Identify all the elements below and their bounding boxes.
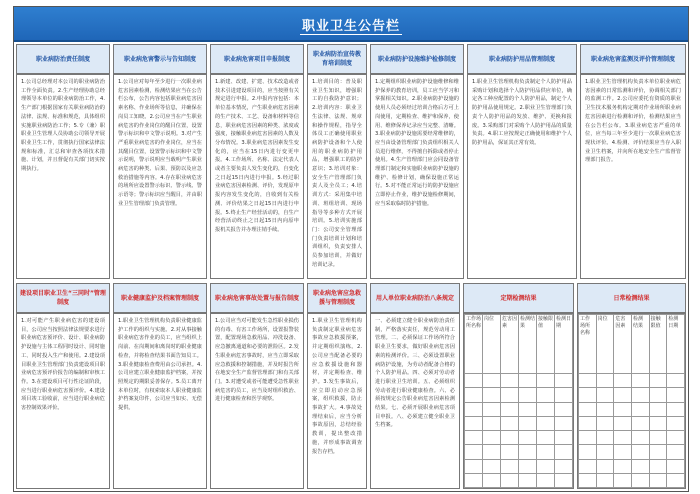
section-header: 用人单位职业病防治八条规定 — [370, 283, 460, 313]
section-text: 1.职业卫生管理机构负责制定个人防护用品采购计划和选择个人防护用品供应单位，确定各工种应配置的个人防护用品，制定个人防护用品使用规定。2.职业卫生管理部门负责个人防护用品的发放、维护、更换和报废。3.采购部门对采购个人防护用品的质量负责。4.职工应按规定正确使用和维护个人防护用品，保证其正常有效。 — [467, 74, 577, 279]
section-text: 1.公司总经理对本公司的职业病防治工作全面负责。2.生产经理协助总经理领导本单位的职业病防治工作，4.生产部门根据国家有关职业病防治的法律、法规、标准和规范，具体组织实施职业病防治工作；5.专（兼）职职业卫生管理人员协助公司领导开展职业卫生工作，贯彻执行国家法律法规和标准，汇总和审查各项技术措施、计划，并且督促有关部门切实按期执行。 — [16, 74, 110, 279]
table-header: 岗位 — [596, 315, 614, 374]
section-text: 1.职业卫生管理机构负责本单位职业病危害因素的日常监测和评价，协调相关部门的监测工作。2.公司应委托有资质的职业卫生技术服务机构定期对作业场所职业病危害因素进行检测和评价，检测结果应当在公告栏公布。3.职业病危害严重的单位，应当每三年至少进行一次职业病危害现状评价。4.检测、评价结果应当存入职业卫生档案，并向所在地安全生产监督管理部门报告。 — [580, 74, 686, 279]
table-row — [465, 388, 573, 402]
periodic-results-table — [463, 313, 574, 489]
section-header: 职业病防护设施维护检修制度 — [370, 44, 464, 74]
section-text: 1.职业卫生管理机构负责职业健康监护工作的组织与实施。2.对从事接触职业病危害作业的员工，应当组织上岗前、在岗期间和离岗时的职业健康检查，并将检查结果书面告知员工。3.职业健康检查费用由公司承担。4.公司应建立职业健康监护档案，并按照规定的期限妥善保存。5.员工离开本单位时，有权索取本人职业健康监护档案复印件，公司应当如实、无偿提供。 — [113, 313, 207, 489]
section-text: 1.对可能产生职业病危害的建设项目，公司应当按照法律法规要求进行职业病危害预评价、设计、职业病防护设施与主体工程同时设计、同时施工、同时投入生产和使用。2.建设项目职业卫生管理部门负责建设项目职业病危害预评价报告的编制和审核工作。3.在建设项目可行性论证阶段，应当进行职业病危害预评价。4.建设项目竣工验收前，应当进行职业病危害控制效果评价。 — [16, 313, 110, 489]
section-header: 职业病防护用品管理制度 — [467, 44, 577, 74]
table-row — [579, 431, 685, 445]
table-row — [465, 473, 573, 487]
section-header: 职业病危害项目申报制度 — [210, 44, 304, 74]
section-text: 1.职业卫生管理机构负责制定职业病危害事故应急救援预案，并定期组织演练。2.公司应当配备必要的应急救援设施和器材，并定期检查、维护。3.发生事故后，应立即启动应急预案，组织救援，防止事故扩大。4.事故处理结束后，应当分析事故原因，总结经验教训，提出整改措施，并形成事故调查报告存档。 — [307, 313, 367, 489]
section-text: 1.定期组织职业病防护设施维修和维护保养的教育培训，员工应当学习和掌握相关知识。2.职业病防护设施的使用人员必须经过培训合格后方可上岗使用，定期检查、维护和保养，使用、维修保养记录应当完整、清晰。3.职业病防护设施需要经常维修的，应当由设备管理部门负责组织相关人员进行维修，不得擅自拆除或者停止使用。4.生产管理部门应会同设备管理部门制定和实施职业病防护设施的维护、检修计划，确保设施正常运行。5.对不能正常运行的防护设施应立即停止作业，维护设施检修期间，应当采取临时防护措施。 — [370, 74, 464, 279]
table-header: 检测日期 — [667, 315, 685, 374]
table-row — [465, 374, 573, 388]
section-header: 职业病危害事故处置与报告制度 — [210, 283, 304, 313]
table-header: 岗位 — [483, 315, 501, 374]
section-header: 职业健康监护及档案管理制度 — [113, 283, 207, 313]
table-header: 接触限值 — [537, 315, 555, 374]
table-header: 工作场所名称 — [579, 315, 597, 374]
section-text: 1.培训目的：普及职业卫生知识，增强职工的自我防护意识；2.培训内容：职业卫生法律、法规、规章和操作规程，指导全体员工正确使用职业病防护设备和个人使用的职业病防护用品，增强职工的防护意识；3.培训对象：安全生产管理部门负责人及全员工；4.培训方式：采用集中培训、班组培训、现场指导等多种方式开展培训。5.培训实施部门：公司安全管理部门负责培训计划和培训组织，负责安排人员参加培训，并做好培训记录。 — [307, 74, 367, 279]
table-header: 工作场所名称 — [465, 315, 483, 374]
section-header: 职业病防治宣传教育培训制度 — [307, 44, 367, 74]
section-header: 职业病防治责任制度 — [16, 44, 110, 74]
table-header: 危害因素 — [614, 315, 632, 374]
section-text: 1.公司应当对可能发生急性职业损伤的有毒、有害工作场所，设置报警装置，配置现场急救用品、冲洗设备、应急撤离通道和必要的泄险区。2.发生职业病危害事故时，应当立即采取应急救援和控制措施，并及时报告所在地安全生产监督管理部门和有关部门。3.对遭受或者可能遭受急性职业病危害的员工，应当及时组织救治、进行健康检查和医学观察。 — [210, 313, 304, 489]
table-header: 检测结果 — [631, 315, 649, 374]
table-row — [579, 459, 685, 473]
section-header: 日常检测结果 — [577, 283, 686, 313]
table-row — [579, 402, 685, 416]
table-header: 检测日期 — [555, 315, 573, 374]
table-row — [465, 416, 573, 430]
section-text: 一、必须建立健全职业病防治责任制，严格落实责任，规范劳动用工管理。二、必须保证工作场所符合职业卫生要求，做好职业病危害因素的检测评价。三、必须设置职业病防护设施，为劳动者配备合格的个人防护用品。四、必须对劳动者进行职业卫生培训。五、必须组织劳动者进行职业健康检查。六、必须按规定公告职业病危害因素检测结果。七、必须开展职业病危害项目申报。八、必须建立健全职业卫生档案。 — [370, 313, 460, 489]
table-row — [579, 388, 685, 402]
section-header: 职业病危害警示与告知制度 — [113, 44, 207, 74]
page-title: 职业卫生公告栏 — [301, 19, 400, 34]
daily-results-table — [577, 313, 686, 489]
table-row — [579, 374, 685, 388]
section-header: 建设项目职业卫生“三同时”管理制度 — [16, 283, 110, 313]
table-row — [465, 445, 573, 459]
section-header: 定期检测结果 — [463, 283, 574, 313]
table-row — [579, 473, 685, 487]
table-header: 接触限值 — [649, 315, 667, 374]
table-row — [579, 416, 685, 430]
table-row — [465, 431, 573, 445]
section-text: 1.新建、改建、扩建、技术改造或者技术引进建设项目的，应当按照有关规定进行申报。2.申报内容包括：本单位基本情况，产生职业病危害因素的生产技术、工艺、设备和材料等信息，职业病危害因素的种类、浓度或强度，接触职业病危害因素的人数及分布情况。3.职业病危害因素发生变化的，应当在15日内进行变更申报。4.工作场所、名称、法定代表人或者主要负责人发生变化的，自变化之日起15日内进行申报。5.经过职业病危害因素检测、评价，发现原申报内容发生变化的，自收到有关检测、评价结果之日起15日内进行申报。5.终止生产经营活动的，自生产经营活动终止之日起15日内向原申报机关报告并办理注销手续。 — [210, 74, 304, 279]
bulletin-board — [13, 6, 689, 492]
table-row — [579, 445, 685, 459]
section-header: 职业病危害监测及评价管理制度 — [580, 44, 686, 74]
section-header: 职业病危害应急救援与管理制度 — [307, 283, 367, 313]
title-bar — [14, 7, 688, 42]
section-text: 1.公司应对每年至少进行一次职业病危害因素检测，检测结果应当在公告栏公布，公告内容包括职业病危害因素名称、作业场所等信息，并确保在岗员工知晓。2.公司应当在产生职业病危害的作业岗位的醒目位置，设置警示标识和中文警示说明。3.对产生严重职业病危害的作业岗位，应当在其醒目位置，设置警示标识和中文警示说明，警示说明应当载明产生职业病危害的种类、后果、预防以及应急救治措施等内容。4.存在职业病危害的场所应设置警示标识、警示线、警示语等；警示标识应当醒目，并由职业卫生管理部门负责管理。 — [113, 74, 207, 279]
table-row — [465, 459, 573, 473]
table-header: 检测结果 — [519, 315, 537, 374]
table-header: 危害因素 — [501, 315, 519, 374]
table-row — [465, 402, 573, 416]
